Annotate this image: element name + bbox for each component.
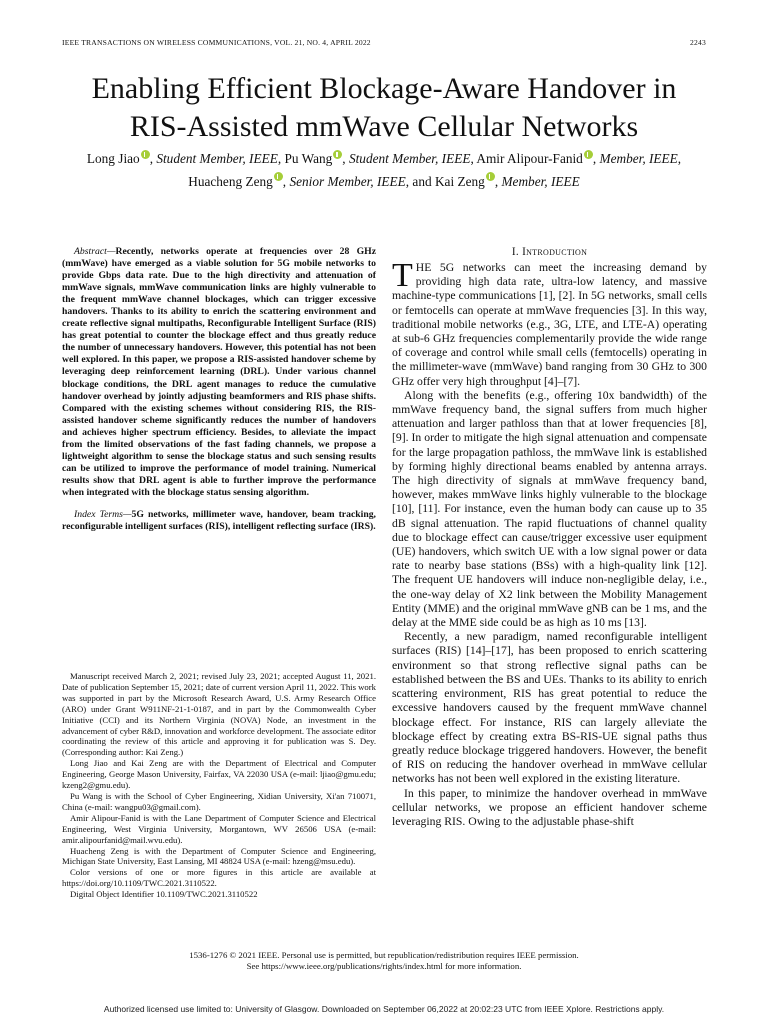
index-terms-text: 5G networks, millimeter wave, handover, beam tracking, reconfigurable intelligent surfaces (RIS), intelligent reflecting surface (IRS). [62,508,376,533]
title-line-2: RIS-Assisted mmWave Cellular Networks [129,110,639,143]
author-name: Amir Alipour-Fanid [476,151,583,166]
paragraph: THE 5G networks can meet the increasing demand by providing high data rate, ultra-low latency, and massive machine-type communications [1], [2]. In 5G networks, small cells or femtocells can operate at mmWave frequencies [3]. In this way, traditional mobile networks (e.g., 3G, LTE, and LTE-A) operating at sub-6 GHz frequencies complementarily provide the wide range of coverage and control while small cells (femtocells) operating in the millimeter-wave (mmWave) band ranging from 30 GHz to 300 GHz offer very high throughput [4]–[7]. [392,257,707,388]
author-name: Pu Wang [284,151,333,166]
orcid-icon[interactable] [333,150,342,159]
footnote: Digital Object Identifier 10.1109/TWC.2021.3110522 [70,889,258,900]
author-line-2: Huacheng Zeng , Senior Member, IEEE, and Kai Zeng , Member, IEEE [188,173,580,189]
journal-name: IEEE TRANSACTIONS ON WIRELESS COMMUNICATIONS, VOL. 21, NO. 4, APRIL 2022 [62,38,371,47]
abstract: Abstract—Recently, networks operate at frequencies over 28 GHz (mmWave) have emerged as a viable solution for 5G mobile networks to provide Gbps data rate. Due to the high directivity and attenuation of mmWave signals, mmWave communication links are highly vulnerable to the frequent mmWave channel blockages, which can trigger excessive handovers. Thanks to its ability to enrich the scattering environment and create reflective signal multipaths, Reconfigurable Intelligent Surface (RIS) has great potential to counter the blockage effect and thus greatly reduce the number of unnecessary handovers. However, this potential has not been well explored. In this paper, we propose a RIS-assisted handover scheme by leveraging deep reinforcement learning (DRL). Under various channel blockage conditions, the DRL agent manages to reduce the cumulative handover overhead by jointly adjusting beamformers and RIS phase shifts. Compared with the existing schemes without considering RIS, the RIS-assisted handover scheme significantly reduces the number of handovers and achieves higher spectrum efficiency. Besides, to alleviate the impact from the limited observations of the fast fading channels, we propose a lightweight algorithm to sense the blockage status and such sensing results can be utilized to improve the performance of model training. Numerical results show that DRL agent is able to further improve the performance when integrated with the blockage status sensing algorithm. [62,246,376,498]
index-terms: Index Terms—5G networks, millimeter wave, handover, beam tracking, reconfigurable intelligent surfaces (RIS), intelligent reflecting surface (IRS). [62,508,376,533]
title-line-1: Enabling Efficient Blockage-Aware Handover in [91,72,677,105]
author-membership: Member, IEEE [501,173,580,189]
author-line-1: Long Jiao , Student Member, IEEE, Pu Wang , Student Member, IEEE, Amir Alipour-Fanid , Member, IEEE, [86,151,682,166]
author-membership: Senior Member, IEEE [289,173,406,189]
footnotes [62,671,376,900]
author-membership: Student Member, IEEE [156,151,278,166]
orcid-icon[interactable] [141,150,150,159]
author-membership: Student Member, IEEE [348,151,471,166]
paper-title [40,70,728,146]
author-list [40,148,728,193]
running-header [62,38,706,47]
footnote: Huacheng Zeng is with the Department of Computer Science and Engineering, Michigan State University, East Lansing, MI 48824 USA (e-mail: hzeng@msu.edu). [62,845,376,867]
section-title: Introduction [522,246,588,258]
footnote: Amir Alipour-Fanid is with the Lane Department of Computer Science and Electrical Engineering, West Virginia University, Morgantown, WV 26506 USA (e-mail: amir.alipourfanid@mail.wvu.edu). [62,812,376,845]
orcid-icon[interactable] [274,172,283,181]
section-number: I. [511,246,519,258]
author-conjunction: and [412,173,432,189]
section-heading [392,246,707,258]
paragraph: Recently, a new paradigm, named reconfigurable intelligent surfaces (RIS) [14]–[17], has been proposed to enrich scattering environment so that strong reflective signal paths can be established between the BS and UEs. Thanks to its ability to enrich scattering environment, RIS has great potential to reduce the excessive handovers caused by the frequent mmWave channel blockage effect. For instance, RIS can largely alleviate the blockage effect by creating extra BS-RIS-UE signal paths thus greatly reduce blockage triggered handovers. However, the benefit of RIS on reducing the handover overhead in mmWave cellular networks has not been well explored in the existing literature. [392,630,707,786]
introduction-body [392,257,707,829]
footnote: Long Jiao and Kai Zeng are with the Department of Electrical and Computer Engineering, George Mason University, Fairfax, VA 22030 USA (e-mail: ljiao@gmu.edu; kzeng2@gmu.edu). [62,758,376,791]
paragraph: Along with the benefits (e.g., offering 10x bandwidth) of the mmWave frequency band, the signal suffers from much higher attenuation and larger pathloss than that at lower frequencies [8], [9]. In order to mitigate the high signal attenuation and compensate for the large propagation pathloss, the mmWave link is established by forming highly directional beams enabled by antenna arrays. The high directivity of signals at mmWave frequency band, however, makes mmWave links highly vulnerable to the blockage [10], [11]. For instance, even the human body can cause up to 35 dB signal attenuation. The rapid fluctuations of channel quality due to blockage effect can cause/trigger excessive user equipment (UE) handovers, which switch UE with a low signal power or data rate to nearby base stations (BSs) with a high-quality link [12]. The frequent UE handovers will induce non-negligible delay, i.e., the one-way delay of X2 link between the Mobility Management Entity (MME) and the original mmWave gNB can be 1 ms, and the delay at the MME side could be as high as 10 ms [13]. [392,388,707,630]
license-footer: Authorized licensed use limited to: University of Glasgow. Downloaded on September 06,2022 at 20:02:23 UTC from IEEE Xplore. Restrictions apply. [103,1004,665,1014]
orcid-icon[interactable] [486,172,495,181]
paragraph: In this paper, to minimize the handover overhead in mmWave cellular networks, we propose an efficient handover scheme leveraging RIS. Owing to the adjustable phase-shift [392,786,707,828]
drop-cap: T [392,257,413,294]
author-name: Huacheng Zeng [188,173,273,189]
footnote: Color versions of one or more figures in this article are available at https://doi.org/10.1109/TWC.2021.3110522. [62,867,376,889]
index-terms-label: Index Terms [74,508,123,520]
copyright-notice [60,950,708,972]
orcid-icon[interactable] [584,150,593,159]
left-column [62,246,376,533]
copyright-line: 1536-1276 © 2021 IEEE. Personal use is permitted, but republication/redistribution requires IEEE permission. [189,950,579,960]
abstract-text: Recently, networks operate at frequencies over 28 GHz (mmWave) have emerged as a viable solution for 5G mobile networks to provide Gbps data rate. Due to the high directivity and attenuation of mmWave signals, mmWave communication links are highly vulnerable to the frequent mmWave channel blockages, which can trigger excessive handovers. Thanks to its ability to enrich the scattering environment and create reflective signal multipaths, Reconfigurable Intelligent Surface (RIS) has great potential to counter the blockage effect and thus greatly reduce the number of unnecessary handovers. However, this potential has not been well explored. In this paper, we propose a RIS-assisted handover scheme by leveraging deep reinforcement learning (DRL). Under various channel blockage conditions, the DRL agent manages to reduce the cumulative handover overhead by jointly adjusting beamformers and RIS phase shifts. Compared with the existing schemes without considering RIS, the RIS-assisted handover scheme significantly reduces the number of handovers and achieves higher spectrum efficiency. Besides, to alleviate the impact from the limited observations of the fast fading channels, we propose a lightweight algorithm to sense the blockage status and such sensing results can be utilized to improve the performance of model training. Numerical results show that DRL agent is able to further improve the performance when integrated with the blockage status sensing algorithm. [62,246,376,498]
author-membership: Member, IEEE [599,151,678,166]
rights-line: See https://www.ieee.org/publications/rights/index.html for more information. [246,961,522,971]
footnote: Pu Wang is with the School of Cyber Engineering, Xidian University, Xi'an 710071, China (e-mail: wangpu03@gmail.com). [62,790,376,812]
abstract-label: Abstract [74,246,107,257]
right-column [392,246,707,829]
page-number: 2243 [690,38,706,47]
author-name: Kai Zeng [434,173,485,189]
footnote: Manuscript received March 2, 2021; revised July 23, 2021; accepted August 11, 2021. Date of publication September 15, 2021; date of current version April 11, 2022. This work was supported in part by the Microsoft Research Award, U.S. Army Research Office (ARO) under Grant W911NF-21-1-0187, and in part by the Commonwealth Cyber Initiative (CCI) and its Northern Virginia (NOVA) Node, an investment in the advancement of cyber R&D, innovation and workforce development. The associate editor coordinating the review of this article and approving it for publication was S. Dey. (Corresponding author: Kai Zeng.) [62,671,376,758]
author-name: Long Jiao [86,151,140,166]
